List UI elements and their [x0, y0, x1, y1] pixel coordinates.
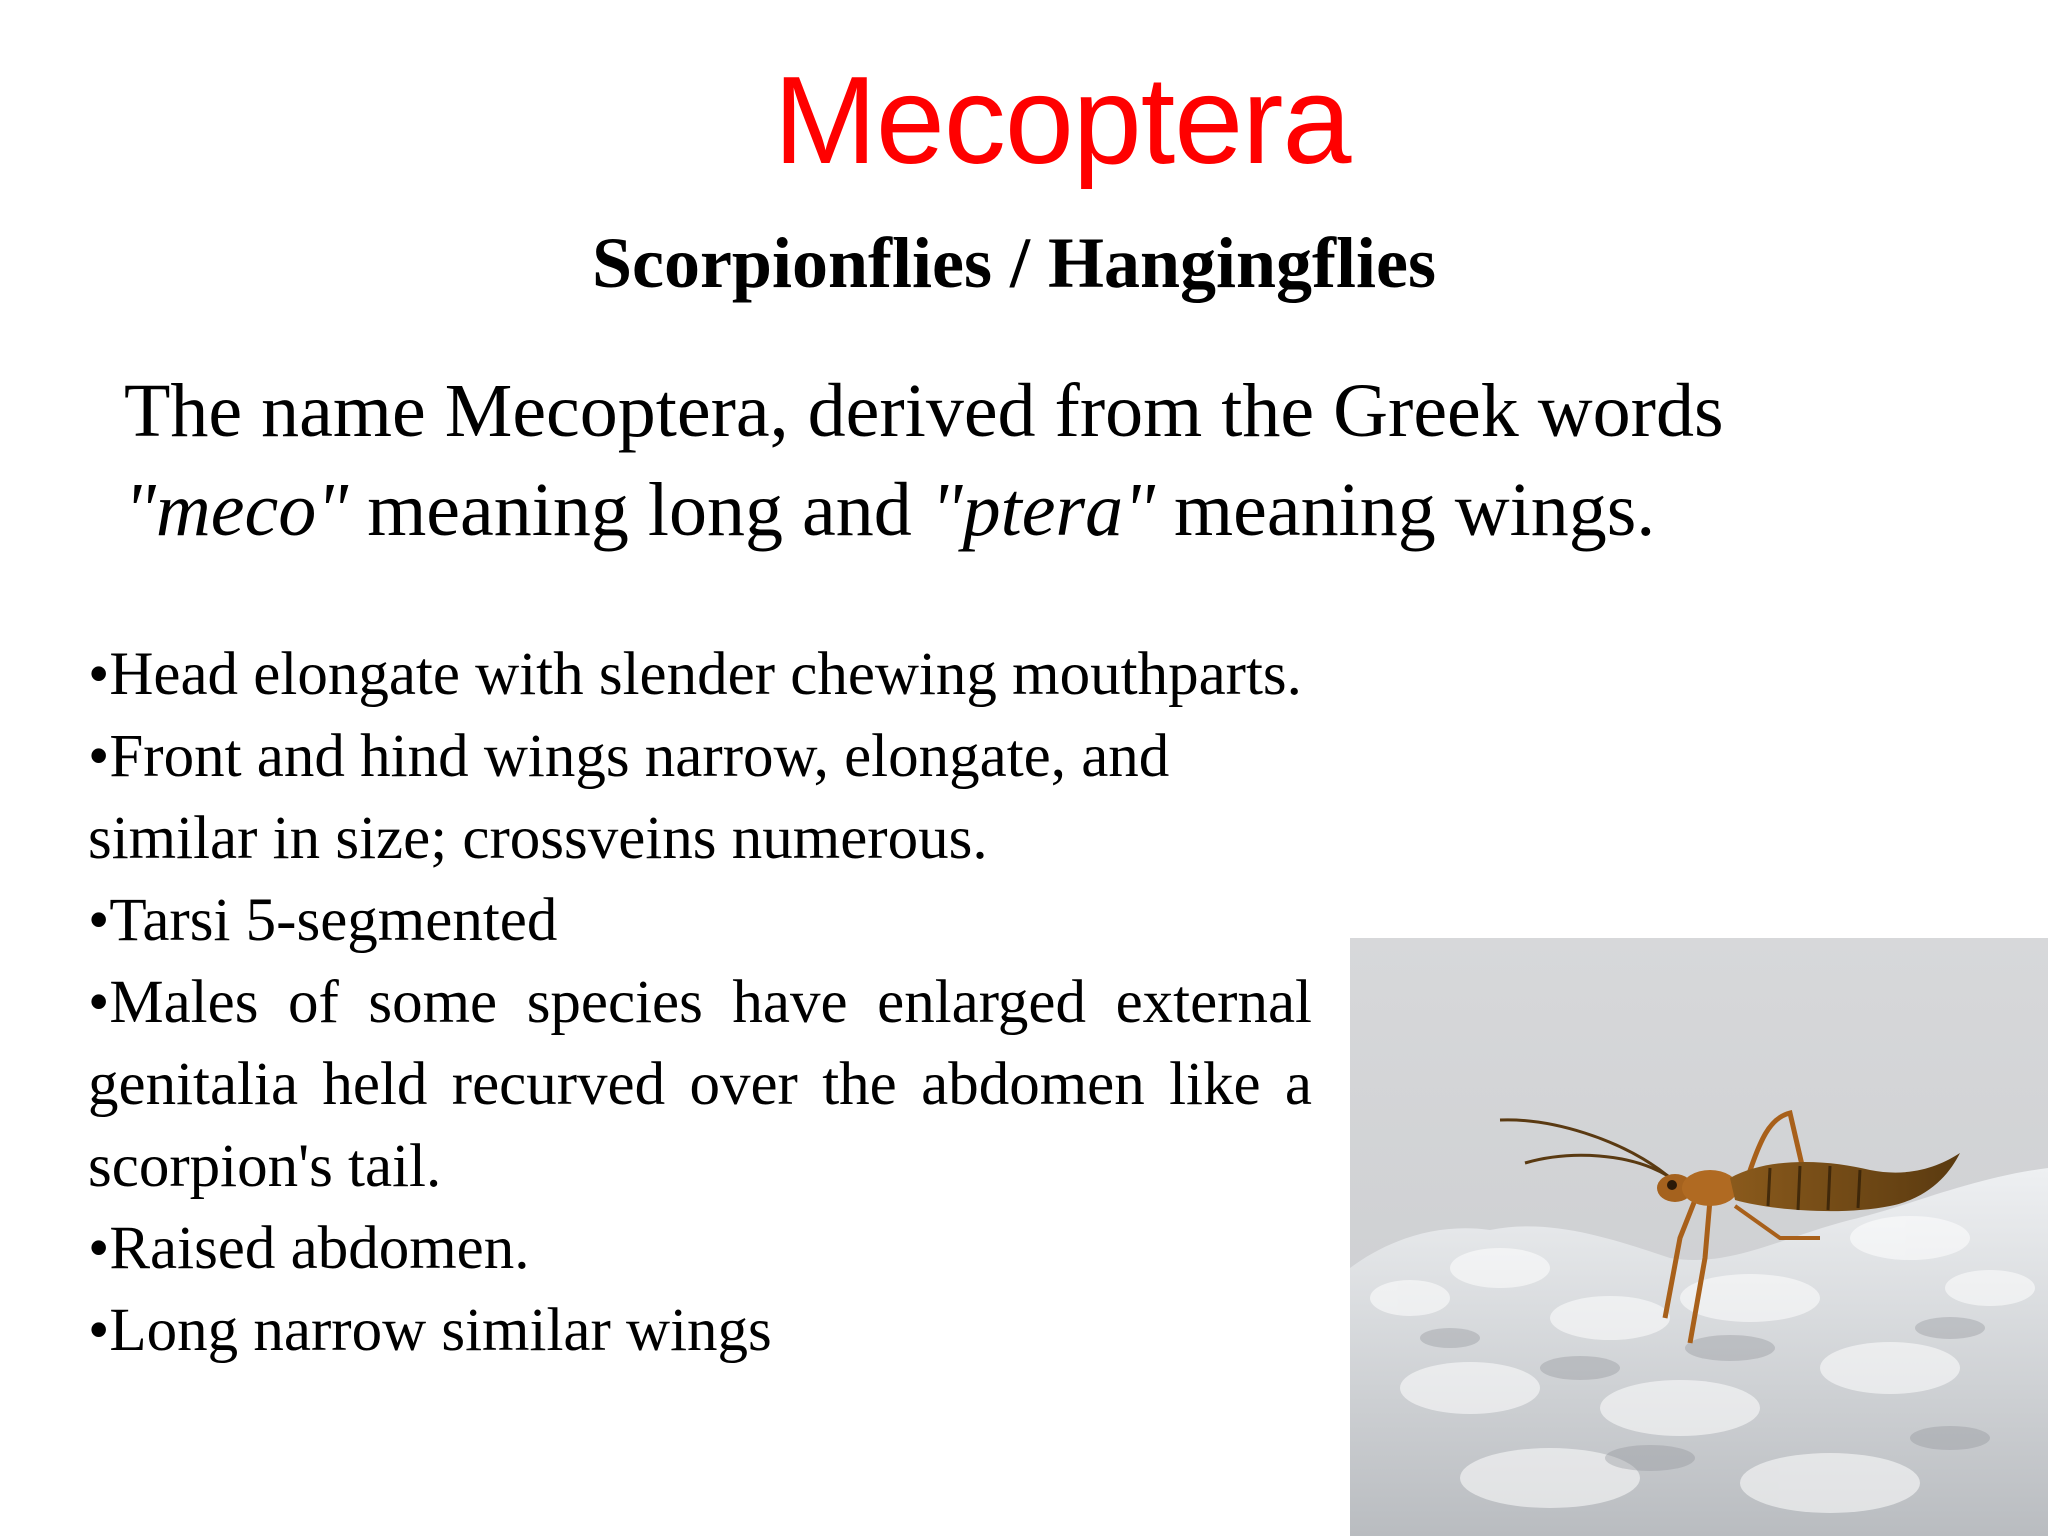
bullet-item: •Tarsi 5-segmented [88, 887, 558, 954]
scorpionfly-illustration [1350, 938, 2048, 1536]
bullet-list [88, 634, 1312, 1372]
intro-paragraph [124, 362, 1944, 560]
slide-title: Mecoptera [773, 52, 1351, 190]
intro-text-3: meaning wings. [1155, 468, 1656, 552]
slide-subtitle: Scorpionflies / Hangingflies [591, 223, 1437, 303]
bullet-item: •Males of some species have enlarged external genitalia held recurved over the abdomen like a scorpion's tail. [88, 969, 1312, 1200]
intro-text-2: meaning long and [348, 468, 931, 552]
intro-term-meco: "meco" [124, 468, 349, 552]
scorpionfly-photo [1350, 938, 2048, 1536]
bullet-item: •Long narrow similar wings [88, 1297, 772, 1364]
intro-text-1: The name Mecoptera, derived from the Greek words [124, 369, 1724, 453]
bullet-item: •Head elongate with slender chewing mouthparts. [88, 641, 1302, 708]
bullet-item: •Front and hind wings narrow, elongate, and similar in size; crossveins numerous. [88, 723, 1170, 872]
bullet-item: •Raised abdomen. [88, 1215, 530, 1282]
intro-term-ptera: "ptera" [930, 468, 1155, 552]
